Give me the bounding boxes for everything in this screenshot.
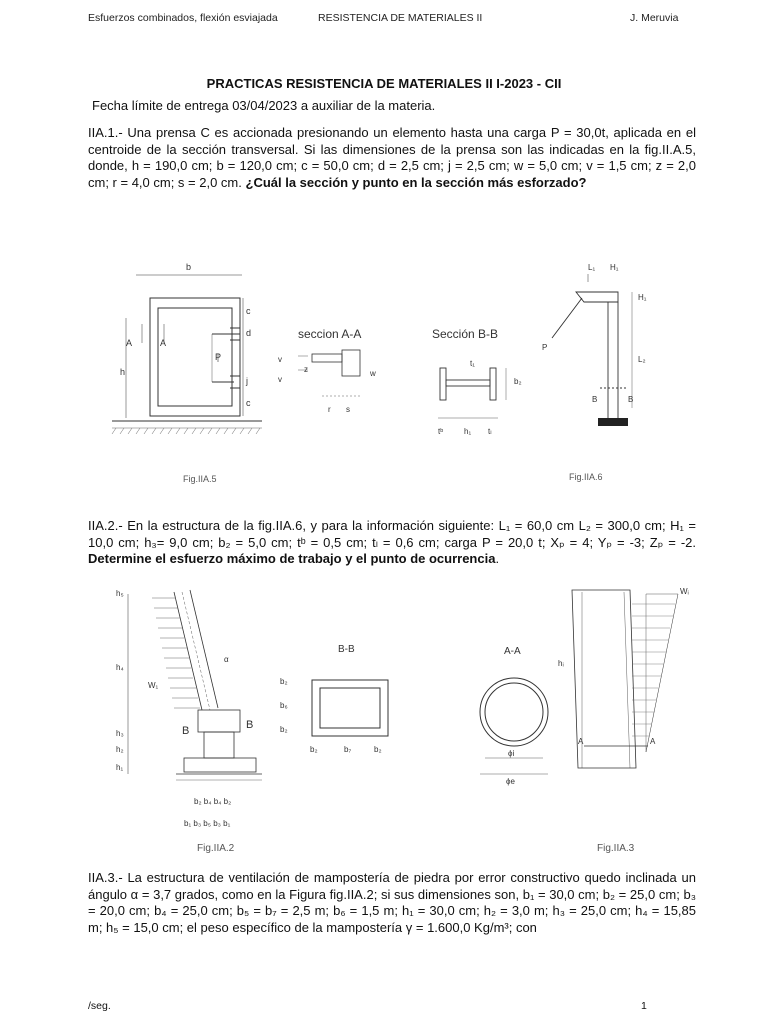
aa-di: ϕi bbox=[508, 749, 515, 758]
chimney-h5: h₅ bbox=[116, 589, 124, 598]
section-bb-tb: tᵇ bbox=[438, 427, 444, 436]
page-title: PRACTICAS RESISTENCIA DE MATERIALES II I-2023 - CII bbox=[206, 76, 562, 91]
aa-title: A-A bbox=[504, 646, 521, 657]
section-bb-t: t₁ bbox=[470, 359, 475, 368]
press-label-j: j bbox=[246, 376, 248, 386]
section-bb-tf: tₗ bbox=[488, 427, 492, 436]
bb-b7: b₇ bbox=[344, 745, 352, 754]
frame-h1-top: H₁ bbox=[610, 263, 619, 272]
frame-b-right: B bbox=[628, 395, 634, 404]
problem-3: IIA.3.- La estructura de ventilación de mampostería de piedra por error constructivo quedo inclinada un ángulo α = 3,7 grados, como en la Figura fig.IIA.2; si sus dimensiones son, b₁ = 30,0 cm; b₂ = 25,0 cm; b₃ = 20,0 cm; b₄ = 25,0 cm; b₅ = b₇ = 2,5 m; b₆ = 1,5 m; h₁ = 30,0 cm; h₂ = 3,0 m; h₃ = 25,0 cm; h₄ = 15,85 m; h₅ = 15,0 cm; el peso específico de la mampostería γ = 1.600,0 Kg/m³; con bbox=[88, 870, 696, 935]
press-label-a-right: A bbox=[160, 338, 167, 348]
bb-b6: b₆ bbox=[280, 701, 288, 710]
page-number: 1 bbox=[641, 1000, 647, 1012]
section-bb-title: Sección B-B bbox=[432, 327, 499, 341]
press-label-b: b bbox=[186, 262, 192, 272]
tower-a-right: A bbox=[650, 737, 656, 746]
bb-drawing bbox=[312, 680, 388, 736]
chimney-h2: h₂ bbox=[116, 745, 124, 754]
caption-fig-iia5: Fig.IIA.5 bbox=[183, 474, 217, 484]
base-dims-bottom: b₁ b₃ b₅ b₃ b₁ bbox=[184, 819, 231, 828]
frame-l2: L₂ bbox=[638, 355, 646, 364]
problem-2: IIA.2.- En la estructura de la fig.IIA.6, y para la información siguiente: L₁ = 60,0 cm L₂ = 300,0 cm; H₁ = 10,0 cm; h₃= 9,0 cm; b₂ = 5,0 cm; tᵇ = 0,5 cm; tₗ = 0,6 cm; carga P = 20,0 t; Xₚ = 4; Yₚ = -3; Zₚ = -2. Determine el esfuerzo máximo de trabajo y el punto de ocurrencia. bbox=[88, 518, 696, 566]
caption-fig-iia6: Fig.IIA.6 bbox=[569, 472, 603, 482]
section-bb-h1: h₁ bbox=[464, 427, 472, 436]
section-aa-s: s bbox=[346, 405, 350, 414]
frame-b-left: B bbox=[592, 395, 598, 404]
press-label-h: h bbox=[120, 367, 126, 377]
problem-1-question: ¿Cuál la sección y punto en la sección más esforzado? bbox=[245, 174, 587, 190]
bb-b2c: b₂ bbox=[310, 745, 318, 754]
tower-drawing bbox=[572, 590, 678, 768]
header-left: Esfuerzos combinados, flexión esviajada bbox=[88, 12, 278, 24]
problem-1 bbox=[88, 125, 696, 191]
section-aa-w: w bbox=[370, 369, 376, 378]
problem-1-text: IIA.1.- Una prensa C es accionada presionando un elemento hasta una carga P = 30,0t, aplicada en el centroide de la sección transversal. Si las dimensiones de la prensa son las indicadas en la fig.II.A.5, donde, h = 190,0 cm; b = 120,0 cm; c = 50,0 cm; d = 2,5 cm; j = 2,5 cm; w = 5,0 cm; v = 1,5 cm; z = 2,0 cm; r = 4,0 cm; s = 2,0 cm. bbox=[88, 125, 696, 190]
section-aa-v1: v bbox=[278, 355, 282, 364]
base-dims-top: b₂ b₄ b₄ b₂ bbox=[194, 797, 232, 806]
aa-drawing bbox=[480, 678, 548, 774]
frame-p: P bbox=[542, 343, 548, 352]
footer-continued: /seg. bbox=[88, 1000, 111, 1012]
tower-a-left: A bbox=[578, 737, 584, 746]
chimney-h1: h₁ bbox=[116, 763, 124, 772]
section-bb-b2: b₂ bbox=[514, 377, 522, 386]
press-label-c: c bbox=[246, 306, 251, 316]
bb-b2d: b₂ bbox=[374, 745, 382, 754]
frame-base bbox=[598, 418, 628, 426]
bb-b2a: b₂ bbox=[280, 677, 288, 686]
bb-title: B-B bbox=[338, 644, 355, 655]
caption-fig-iia3: Fig.IIA.3 bbox=[597, 843, 635, 854]
figures-row-2 bbox=[112, 584, 712, 834]
frame-h1-side: H₁ bbox=[638, 293, 647, 302]
press-label-d: d bbox=[246, 328, 252, 338]
chimney-h4: h₄ bbox=[116, 663, 124, 672]
section-aa-r: r bbox=[328, 405, 331, 414]
bb-b2b: b₂ bbox=[280, 725, 288, 734]
header-center: RESISTENCIA DE MATERIALES II bbox=[318, 12, 483, 24]
aa-de: ϕe bbox=[506, 777, 515, 786]
chimney-w: W₁ bbox=[148, 681, 159, 690]
section-aa-v2: v bbox=[278, 375, 282, 384]
problem-2-text: IIA.2.- En la estructura de la fig.IIA.6, y para la información siguiente: L₁ = 60,0 cm L₂ = 300,0 cm; H₁ = 10,0 cm; h₃= 9,0 cm; b₂ = 5,0 cm; tᵇ = 0,5 cm; tₗ = 0,6 cm; carga P = 20,0 t; Xₚ = 4; Yₚ = -3; Zₚ = -2. bbox=[88, 518, 696, 550]
deadline-text: Fecha límite de entrega 03/04/2023 a auxiliar de la materia. bbox=[92, 98, 436, 113]
problem-2-question: Determine el esfuerzo máximo de trabajo y el punto de ocurrencia bbox=[88, 551, 496, 566]
press-label-a-left: A bbox=[126, 338, 133, 348]
chimney-alpha: α bbox=[224, 655, 229, 664]
caption-fig-iia2: Fig.IIA.2 bbox=[197, 843, 235, 854]
section-aa-z: z bbox=[304, 365, 308, 374]
section-aa-title: seccion A-A bbox=[298, 327, 362, 341]
tower-w: Wᵢ bbox=[680, 587, 689, 596]
header-right: J. Meruvia bbox=[630, 12, 679, 24]
chimney-b-left: B bbox=[182, 725, 190, 737]
section-bb-drawing bbox=[438, 368, 506, 418]
chimney-h3: h₃ bbox=[116, 729, 124, 738]
figures-row-1 bbox=[112, 258, 647, 438]
press-label-p: P bbox=[215, 352, 222, 362]
c-press-drawing bbox=[112, 275, 262, 421]
press-label-c2: c bbox=[246, 398, 251, 408]
chimney-b-right: B bbox=[246, 719, 254, 731]
frame-l1: L₁ bbox=[588, 263, 596, 272]
tower-h: hᵢ bbox=[558, 659, 564, 668]
